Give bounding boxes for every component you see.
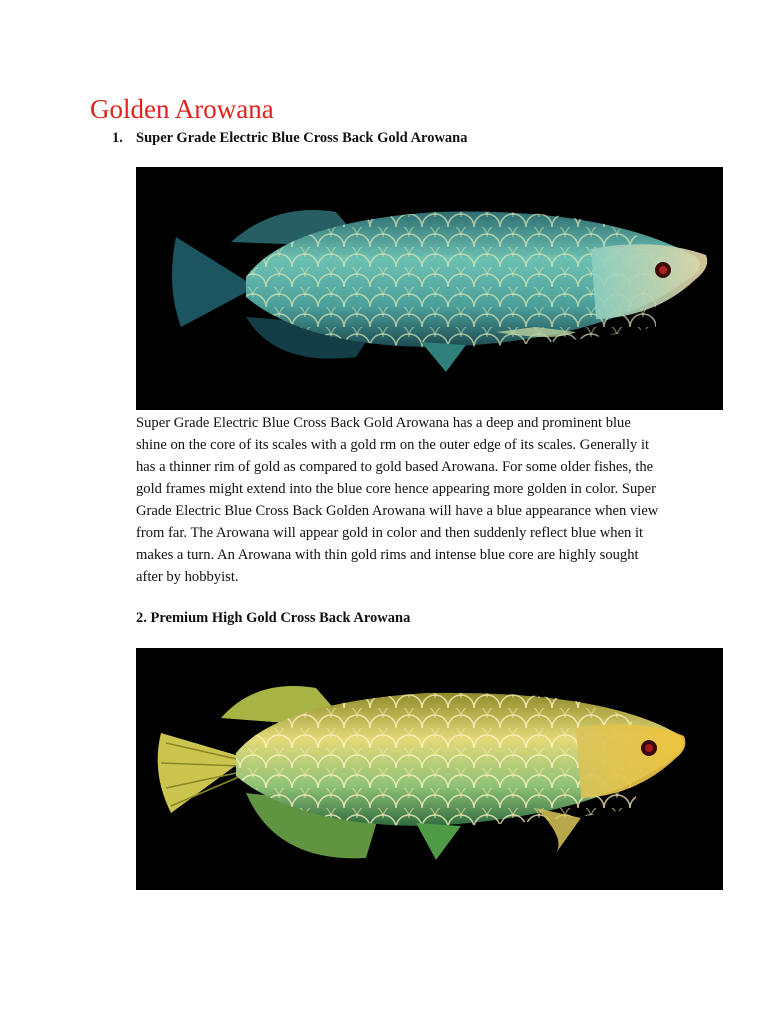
section-1-paragraph xyxy=(136,412,696,588)
paragraph-line: has a thinner rim of gold as compared to gold based Arowana. For some older fishes, the xyxy=(136,459,654,475)
gold-arowana-illustration xyxy=(136,648,723,890)
paragraph-line: Grade Electric Blue Cross Back Golden Arowana will have a blue appearance when view xyxy=(136,503,659,519)
paragraph-line: from far. The Arowana will appear gold in color and then suddenly reflect blue when it xyxy=(136,525,644,541)
blue-arowana-illustration xyxy=(136,167,723,410)
section-1-number: 1. xyxy=(112,130,123,146)
paragraph-line: Super Grade Electric Blue Cross Back Gold Arowana has a deep and prominent blue xyxy=(136,415,631,431)
paragraph-line: makes a turn. An Arowana with thin gold rims and intense blue core are highly sought xyxy=(136,547,639,563)
paragraph-line: gold frames might extend into the blue core hence appearing more golden in color. Super xyxy=(136,481,656,497)
gold-arowana-photo xyxy=(136,648,723,890)
section-1-heading xyxy=(112,128,468,148)
page-title: Golden Arowana xyxy=(90,94,274,124)
blue-arowana-photo xyxy=(136,167,723,410)
paragraph-line: after by hobbyist. xyxy=(136,569,239,585)
section-1-heading-text: Super Grade Electric Blue Cross Back Gold Arowana xyxy=(136,130,468,146)
section-2-heading: 2. Premium High Gold Cross Back Arowana xyxy=(136,610,411,626)
paragraph-line: shine on the core of its scales with a gold rm on the outer edge of its scales. Generally it xyxy=(136,437,650,453)
